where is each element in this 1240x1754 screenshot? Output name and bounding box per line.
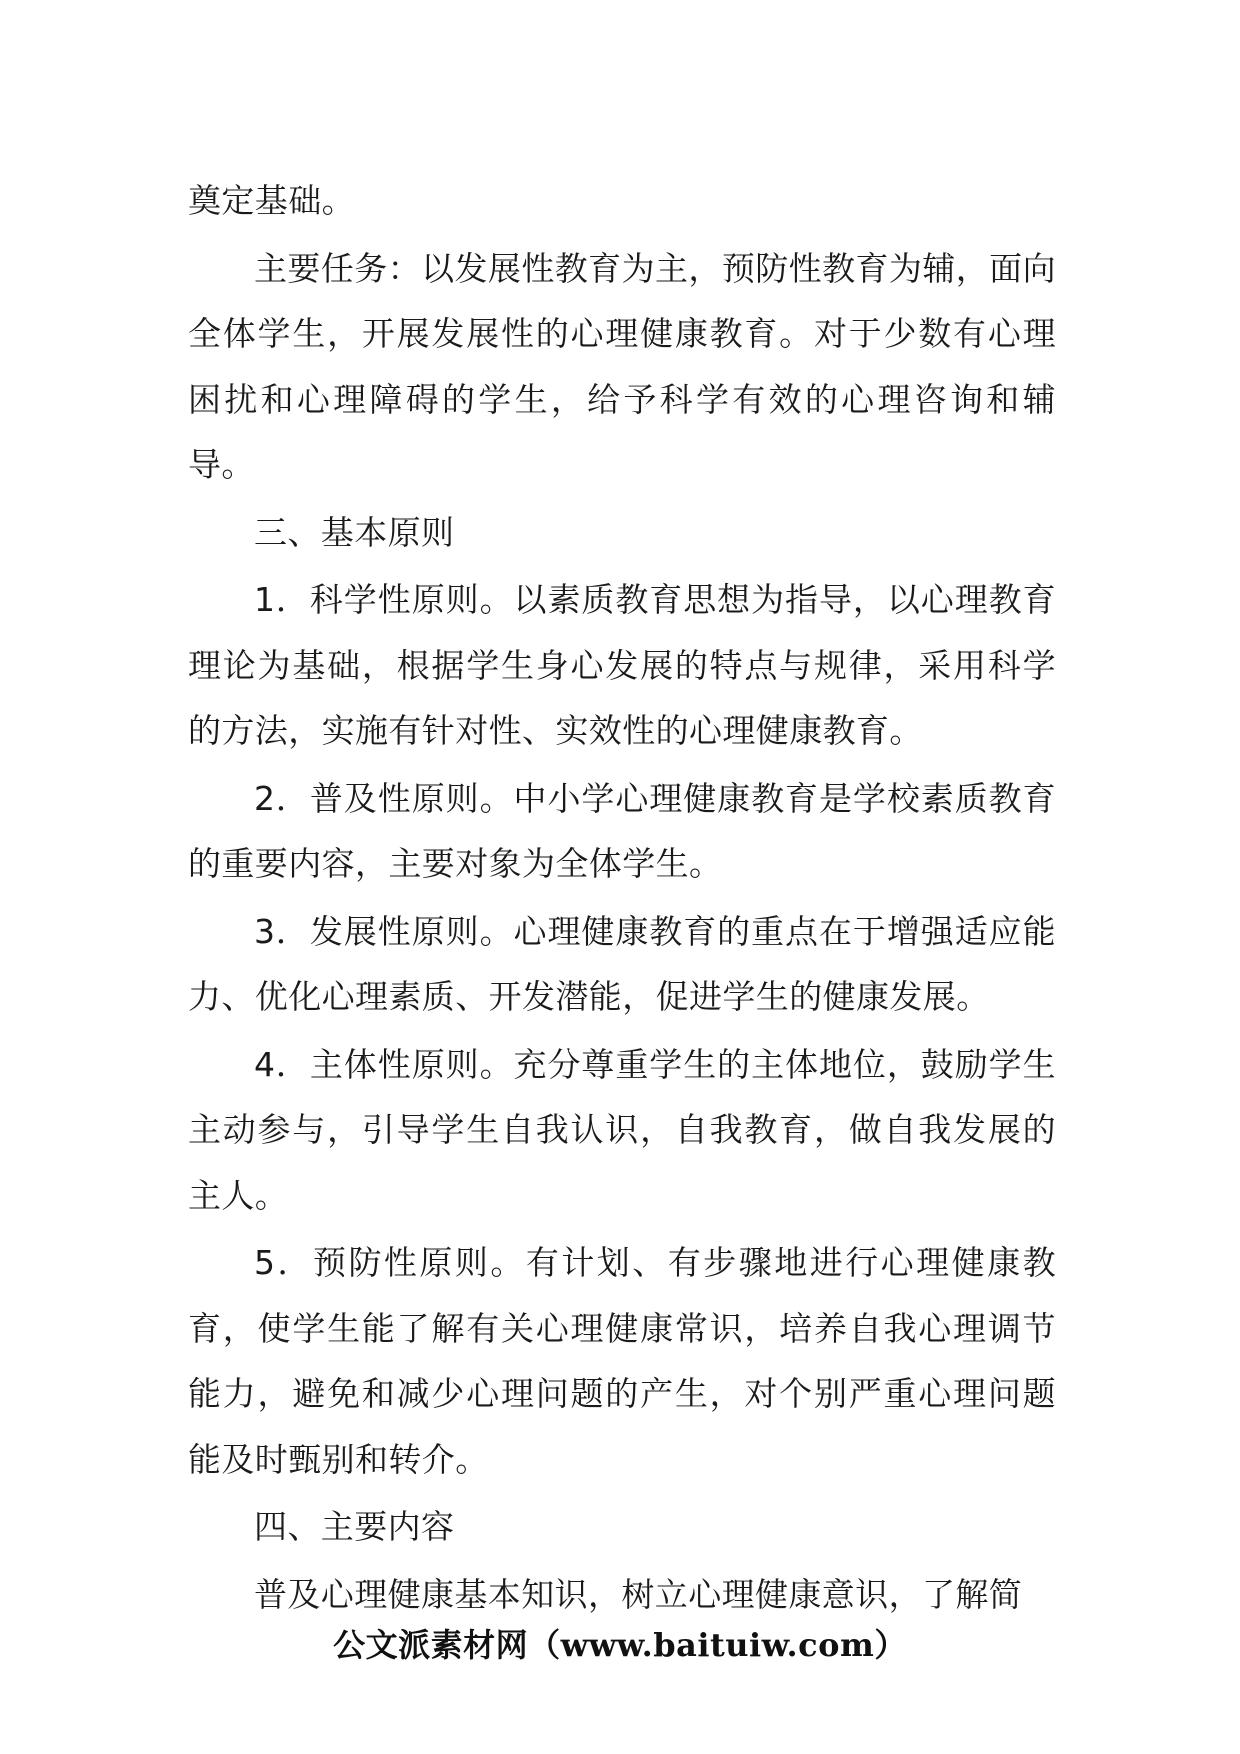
- paragraph-main-tasks: 主要任务：以发展性教育为主，预防性教育为辅，面向全体学生，开展发展性的心理健康教育。对于少数有心理困扰和心理障碍的学生，给予科学有效的心理咨询和辅导。: [188, 248, 1056, 484]
- footer-watermark: 公文派素材网（www.baituiw.com）: [333, 1626, 907, 1664]
- section-heading-main-content: 四、主要内容: [254, 1507, 455, 1546]
- principle-5: 5．预防性原则。有计划、有步骤地进行心理健康教育，使学生能了解有关心理健康常识，培养自我心理调节能力，避免和减少心理问题的产生，对个别严重心理问题能及时甄别和转介。: [188, 1243, 1056, 1479]
- paragraph-continuation: 奠定基础。: [188, 181, 355, 220]
- paragraph-main-content: 普及心理健康基本知识，树立心理健康意识，了解简: [254, 1574, 1023, 1614]
- section-heading-basic-principles: 三、基本原则: [254, 512, 455, 552]
- document-body: [188, 168, 1056, 1629]
- principle-2: 2．普及性原则。中小学心理健康教育是学校素质教育的重要内容，主要对象为全体学生。: [188, 778, 1056, 883]
- principle-1: 1．科学性原则。以素质教育思想为指导，以心理教育理论为基础，根据学生身心发展的特点与规律，采用科学的方法，实施有针对性、实效性的心理健康教育。: [188, 580, 1056, 750]
- principle-3: 3．发展性原则。心理健康教育的重点在于增强适应能力、优化心理素质、开发潜能，促进学生的健康发展。: [188, 911, 1056, 1016]
- principle-4: 4．主体性原则。充分尊重学生的主体地位，鼓励学生主动参与，引导学生自我认识，自我教育，做自我发展的主人。: [188, 1044, 1056, 1215]
